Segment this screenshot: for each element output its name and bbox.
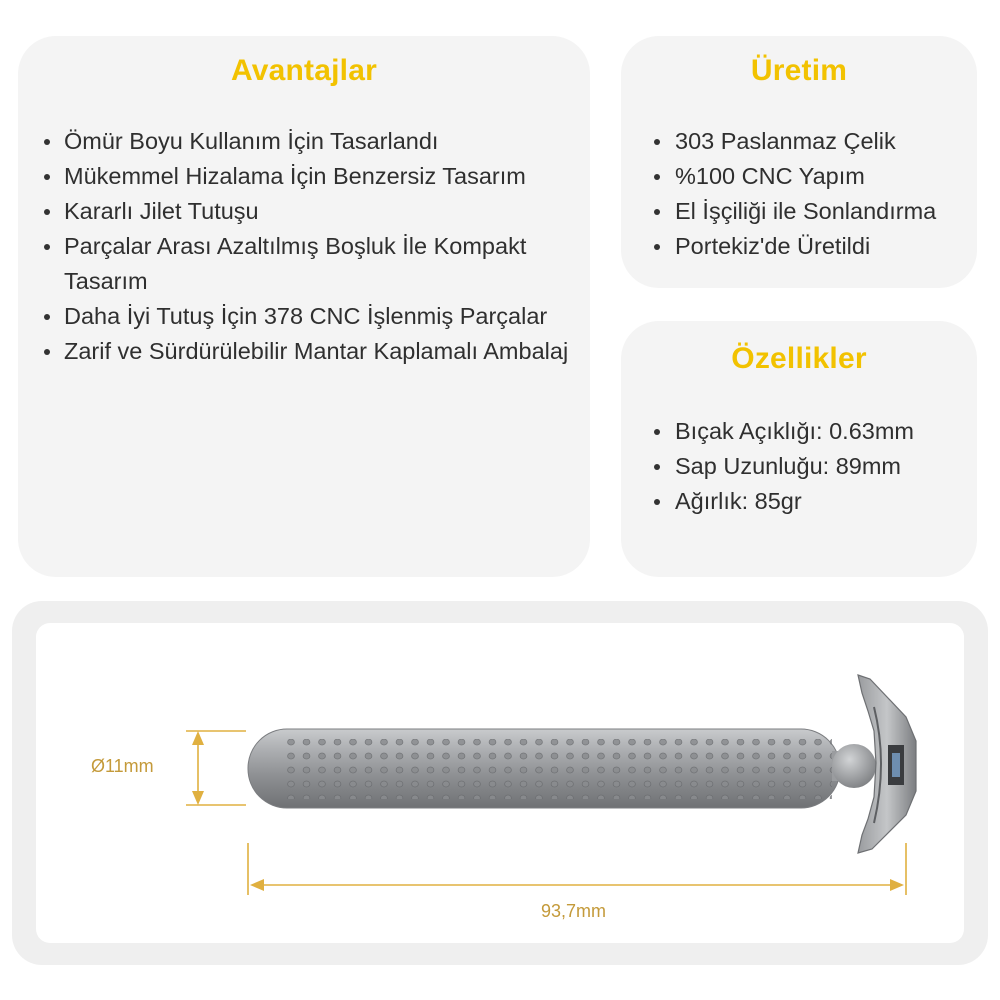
product-image-frame — [36, 623, 964, 943]
razor-handle — [248, 729, 840, 808]
diameter-dimension — [186, 731, 246, 805]
list-item: Bıçak Açıklığı: 0.63mm — [675, 414, 977, 449]
product-image-panel — [12, 601, 988, 965]
razor-neck — [832, 744, 876, 788]
production-list — [621, 124, 977, 264]
production-title: Üretim — [750, 54, 848, 87]
length-label: 93,7mm — [541, 901, 607, 921]
features-list — [621, 414, 977, 519]
features-card — [621, 321, 977, 577]
advantages-card — [18, 36, 590, 577]
list-item: Kararlı Jilet Tutuşu — [64, 194, 570, 229]
length-dimension — [248, 843, 906, 895]
list-item: Zarif ve Sürdürülebilir Mantar Kaplamalı Ambalaj — [64, 334, 570, 369]
list-item: Sap Uzunluğu: 89mm — [675, 449, 977, 484]
list-item: %100 CNC Yapım — [675, 159, 977, 194]
list-item: Mükemmel Hizalama İçin Benzersiz Tasarım — [64, 159, 570, 194]
list-item: 303 Paslanmaz Çelik — [675, 124, 977, 159]
list-item: El İşçiliği ile Sonlandırma — [675, 194, 977, 229]
advantages-title: Avantajlar — [231, 54, 377, 87]
diameter-label: Ø11mm — [91, 756, 154, 776]
razor-illustration — [36, 623, 964, 943]
list-item: Daha İyi Tutuş İçin 378 CNC İşlenmiş Parçalar — [64, 299, 570, 334]
list-item: Ağırlık: 85gr — [675, 484, 977, 519]
list-item: Ömür Boyu Kullanım İçin Tasarlandı — [64, 124, 570, 159]
features-title: Özellikler — [731, 342, 867, 375]
list-item: Parçalar Arası Azaltılmış Boşluk İle Kompakt Tasarım — [64, 229, 570, 299]
list-item: Portekiz'de Üretildi — [675, 229, 977, 264]
advantages-list — [18, 124, 590, 369]
production-card — [621, 36, 977, 288]
